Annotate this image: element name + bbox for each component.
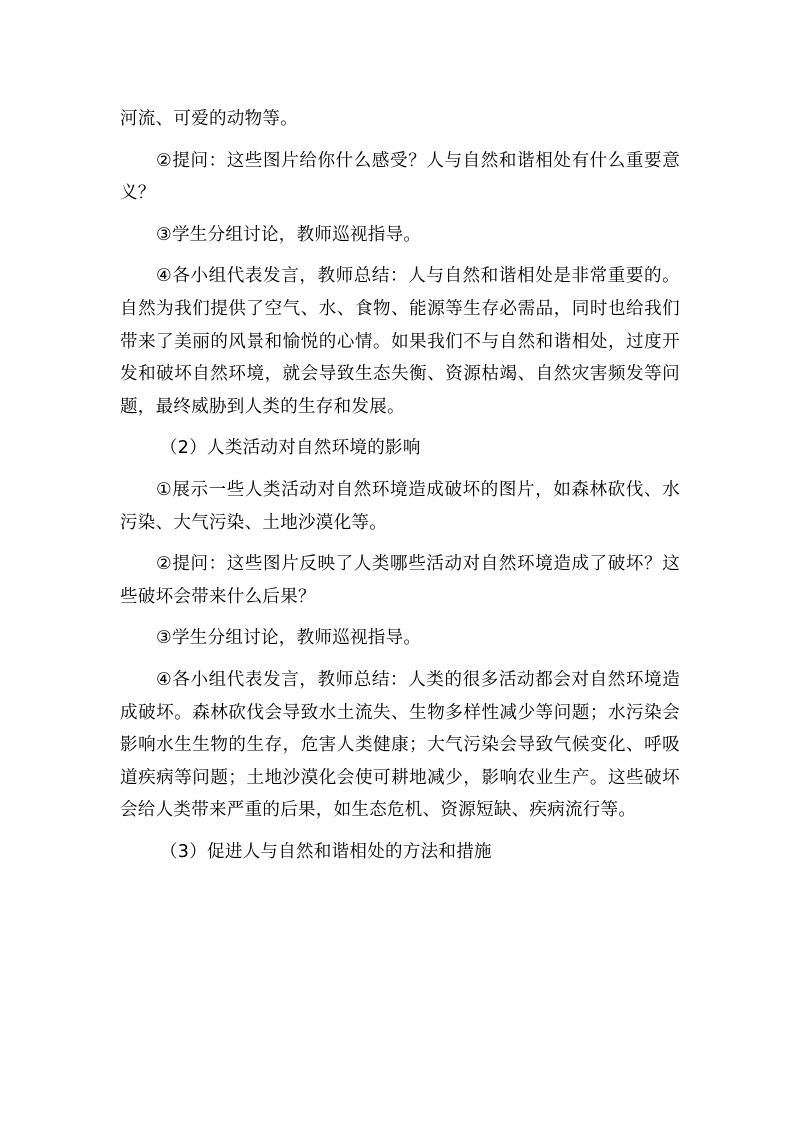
paragraph-question-1: ②提问：这些图片给你什么感受？人与自然和谐相处有什么重要意义？ bbox=[120, 150, 680, 204]
section-heading-3: （3）促进人与自然和谐相处的方法和措施 bbox=[160, 841, 492, 862]
paragraph-discussion-1: ③学生分组讨论，教师巡视指导。 bbox=[156, 224, 422, 245]
section-heading-2: （2）人类活动对自然环境的影响 bbox=[160, 438, 421, 459]
paragraph-discussion-2: ③学生分组讨论，教师巡视指导。 bbox=[156, 628, 422, 649]
paragraph-summary-2: ④各小组代表发言，教师总结：人类的很多活动都会对自然环境造成破坏。森林砍伐会导致水土流失、生物多样性减少等问题；水污染会影响水生生物的生存，危害人类健康；大气污染会导致气候变化、呼吸道疾病等问题；土地沙漠化会使可耕地减少，影响农业生产。这些破坏会给人类带来严重的后果，如生态危机、资源短缺、疾病流行等。 bbox=[120, 669, 680, 821]
paragraph-question-2: ②提问：这些图片反映了人类哪些活动对自然环境造成了破坏？这些破坏会带来什么后果？ bbox=[120, 554, 680, 607]
paragraph-summary-1: ④各小组代表发言，教师总结：人与自然和谐相处是非常重要的。自然为我们提供了空气、水、食物、能源等生存必需品，同时也给我们带来了美丽的风景和愉悦的心情。如果我们不与自然和谐相处，过度开发和破坏自然环境，就会导致生态失衡、资源枯竭、自然灾害频发等问题，最终威胁到人类的生存和发展。 bbox=[120, 266, 680, 417]
document-body bbox=[120, 103, 680, 877]
paragraph-continuation: 河流、可爱的动物等。 bbox=[120, 109, 298, 129]
paragraph-show-images: ①展示一些人类活动对自然环境造成破坏的图片，如森林砍伐、水污染、大气污染、土地沙漠化等。 bbox=[120, 479, 680, 533]
